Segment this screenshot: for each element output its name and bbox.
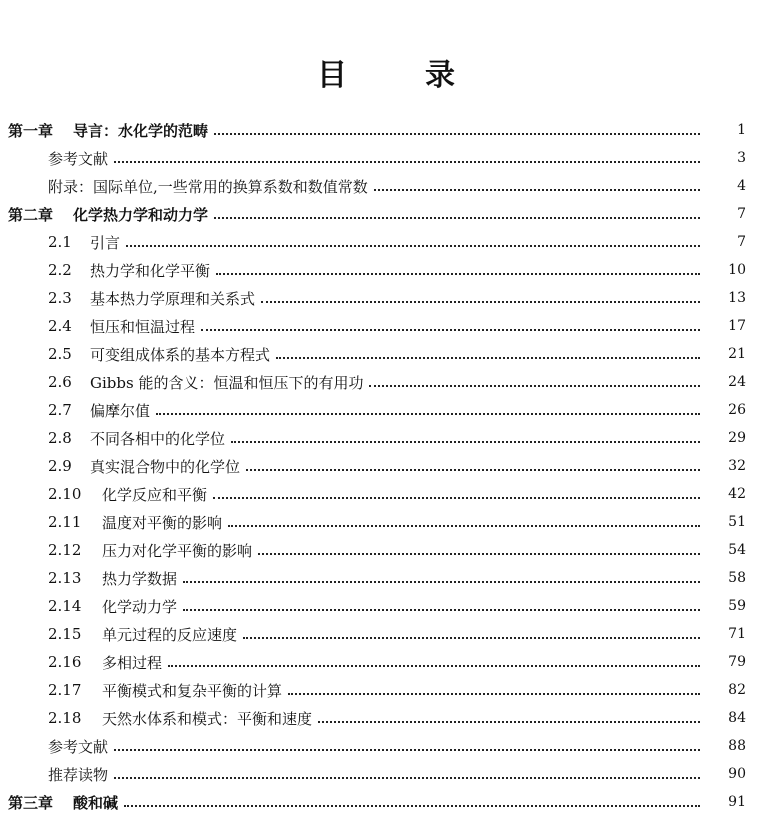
chapter-number: 第一章 — [8, 121, 54, 140]
toc-chapter-entry — [0, 116, 772, 144]
dot-leader — [124, 790, 700, 807]
entry-title: Gibbs 能的含义：恒温和恒压下的有用功 — [90, 373, 364, 392]
toc-entry-label — [8, 792, 122, 813]
page-number: 17 — [728, 318, 746, 334]
entry-title: 真实混合物中的化学位 — [90, 457, 241, 476]
toc-entry-label — [48, 260, 214, 281]
section-number: 2.12 — [48, 541, 82, 559]
section-number: 2.13 — [48, 569, 82, 587]
dot-leader — [216, 258, 700, 275]
dot-leader — [183, 594, 700, 611]
entry-title: 热力学和化学平衡 — [90, 261, 211, 280]
title-char-2: 录 — [425, 58, 455, 93]
toc-section-entry — [0, 536, 772, 564]
entry-title: 多相过程 — [102, 653, 163, 672]
entry-title: 引言 — [90, 233, 121, 252]
toc-section-entry — [0, 228, 772, 256]
entry-title: 热力学数据 — [102, 569, 178, 588]
section-number: 2.4 — [48, 317, 72, 335]
section-number: 2.7 — [48, 401, 72, 419]
toc-entry-label — [48, 484, 211, 505]
toc-section-entry — [0, 368, 772, 396]
toc-entry-label — [48, 540, 256, 561]
toc-entry-label — [48, 652, 166, 673]
section-number: 2.15 — [48, 625, 82, 643]
page-number: 21 — [728, 346, 746, 362]
chapter-number: 第二章 — [8, 205, 54, 224]
page-number: 4 — [737, 178, 746, 194]
page-number: 32 — [728, 458, 746, 474]
toc-entry-label — [48, 372, 367, 393]
toc-section-entry — [0, 480, 772, 508]
toc-entry-label — [48, 176, 372, 197]
dot-leader — [114, 146, 700, 163]
dot-leader — [288, 678, 700, 695]
entry-title: 恒压和恒温过程 — [90, 317, 196, 336]
toc-entry-label — [48, 344, 274, 365]
dot-leader — [374, 174, 700, 191]
page-number: 42 — [728, 486, 746, 502]
entry-title: 基本热力学原理和关系式 — [90, 289, 256, 308]
dot-leader — [231, 426, 700, 443]
entry-title: 化学动力学 — [102, 597, 178, 616]
dot-leader — [114, 762, 700, 779]
toc-section-entry — [0, 620, 772, 648]
section-number: 2.2 — [48, 261, 72, 279]
toc-section-entry — [0, 648, 772, 676]
dot-leader — [246, 454, 700, 471]
chapter-number: 第三章 — [8, 793, 54, 812]
section-number: 2.18 — [48, 709, 82, 727]
dot-leader — [276, 342, 700, 359]
dot-leader — [369, 370, 700, 387]
dot-leader — [261, 286, 700, 303]
entry-title: 平衡模式和复杂平衡的计算 — [102, 681, 283, 700]
toc-section-entry — [0, 340, 772, 368]
toc-entry-label — [8, 120, 212, 141]
toc-entry-label — [48, 148, 112, 169]
toc-entry-label — [48, 568, 181, 589]
section-number: 2.1 — [48, 233, 72, 251]
toc-entry-label — [48, 288, 259, 309]
title-char-1: 目 — [317, 58, 347, 93]
page-number: 24 — [728, 374, 746, 390]
page-number: 88 — [728, 738, 746, 754]
section-number: 2.16 — [48, 653, 82, 671]
section-number: 2.17 — [48, 681, 82, 699]
toc-chapter-entry — [0, 200, 772, 228]
page-number: 1 — [737, 122, 746, 138]
page-number: 84 — [728, 710, 746, 726]
entry-title: 推荐读物 — [48, 765, 109, 784]
section-number: 2.9 — [48, 457, 72, 475]
table-of-contents — [0, 116, 772, 816]
entry-title: 天然水体系和模式：平衡和速度 — [102, 709, 313, 728]
dot-leader — [213, 482, 700, 499]
toc-entry-label — [48, 764, 112, 785]
dot-leader — [258, 538, 700, 555]
toc-section-entry — [0, 256, 772, 284]
entry-title: 压力对化学平衡的影响 — [102, 541, 253, 560]
page-number: 54 — [728, 542, 746, 558]
entry-title: 可变组成体系的基本方程式 — [90, 345, 271, 364]
toc-section-entry — [0, 312, 772, 340]
entry-title: 单元过程的反应速度 — [102, 625, 238, 644]
toc-section-entry — [0, 704, 772, 732]
dot-leader — [201, 314, 700, 331]
entry-title: 参考文献 — [48, 149, 109, 168]
entry-title: 酸和碱 — [73, 793, 119, 812]
section-number: 2.14 — [48, 597, 82, 615]
toc-chapter-entry — [0, 788, 772, 816]
dot-leader — [318, 706, 700, 723]
section-number: 2.3 — [48, 289, 72, 307]
section-number: 2.10 — [48, 485, 82, 503]
page-number: 29 — [728, 430, 746, 446]
toc-entry-label — [48, 232, 124, 253]
dot-leader — [126, 230, 700, 247]
toc-entry-label — [48, 736, 112, 757]
page-number: 71 — [728, 626, 746, 642]
page-number: 59 — [728, 598, 746, 614]
toc-section-entry — [0, 564, 772, 592]
dot-leader — [243, 622, 700, 639]
page-number: 13 — [728, 290, 746, 306]
dot-leader — [168, 650, 700, 667]
toc-entry-label — [48, 596, 181, 617]
toc-section-entry — [0, 396, 772, 424]
page-number: 58 — [728, 570, 746, 586]
toc-entry-label — [48, 316, 199, 337]
page-title — [0, 50, 772, 94]
toc-item-entry — [0, 732, 772, 760]
dot-leader — [228, 510, 700, 527]
toc-entry-label — [48, 624, 241, 645]
dot-leader — [156, 398, 700, 415]
toc-entry-label — [48, 512, 226, 533]
entry-title: 偏摩尔值 — [90, 401, 151, 420]
toc-section-entry — [0, 424, 772, 452]
section-number: 2.8 — [48, 429, 72, 447]
toc-entry-label — [48, 428, 229, 449]
entry-title: 温度对平衡的影响 — [102, 513, 223, 532]
toc-section-entry — [0, 592, 772, 620]
page-number: 26 — [728, 402, 746, 418]
dot-leader — [214, 118, 700, 135]
page-number: 82 — [728, 682, 746, 698]
dot-leader — [114, 734, 700, 751]
page-number: 3 — [737, 150, 746, 166]
page-number: 90 — [728, 766, 746, 782]
page-number: 7 — [737, 234, 746, 250]
page-number: 51 — [728, 514, 746, 530]
entry-title: 不同各相中的化学位 — [90, 429, 226, 448]
page-number: 10 — [728, 262, 746, 278]
section-number: 2.5 — [48, 345, 72, 363]
toc-section-entry — [0, 676, 772, 704]
toc-entry-label — [48, 708, 316, 729]
toc-section-entry — [0, 284, 772, 312]
toc-item-entry — [0, 172, 772, 200]
page-number: 79 — [728, 654, 746, 670]
entry-title: 附录：国际单位,一些常用的换算系数和数值常数 — [48, 177, 368, 196]
dot-leader — [214, 202, 700, 219]
section-number: 2.6 — [48, 373, 72, 391]
entry-title: 导言：水化学的范畴 — [73, 121, 209, 140]
toc-entry-label — [48, 456, 244, 477]
page-number: 91 — [728, 794, 746, 810]
toc-section-entry — [0, 508, 772, 536]
page-number: 7 — [737, 206, 746, 222]
section-number: 2.11 — [48, 513, 82, 531]
toc-section-entry — [0, 452, 772, 480]
entry-title: 参考文献 — [48, 737, 109, 756]
entry-title: 化学热力学和动力学 — [73, 205, 209, 224]
toc-entry-label — [48, 400, 154, 421]
dot-leader — [183, 566, 700, 583]
entry-title: 化学反应和平衡 — [102, 485, 208, 504]
toc-item-entry — [0, 144, 772, 172]
toc-entry-label — [8, 204, 212, 225]
toc-item-entry — [0, 760, 772, 788]
toc-entry-label — [48, 680, 286, 701]
